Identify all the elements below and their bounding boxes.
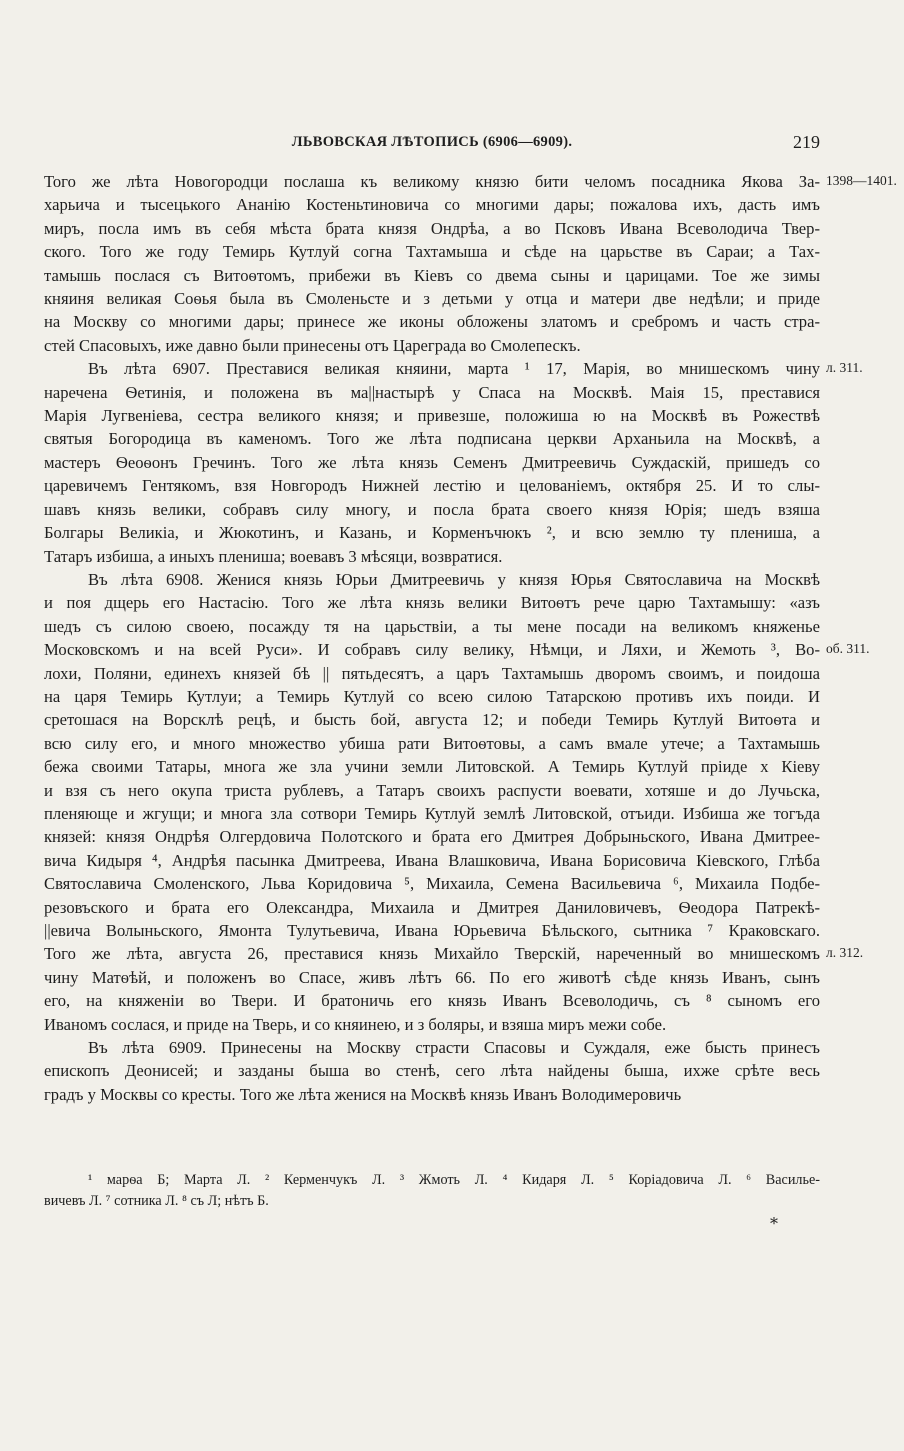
text-line: Московскомъ и на всей Руси». И собравъ силу велику, Нѣмци, и Ляхи, и Жемоть ³, Во- xyxy=(44,640,820,660)
text-line: резовъского и брата его Олександра, Михаила и Дмитрея Даниловичевъ, Ѳеодора Патрекѣ- xyxy=(44,897,820,917)
page-number: 219 xyxy=(793,132,820,152)
printer-mark: * xyxy=(770,1214,778,1233)
text-line: Въ лѣта 6907. Преставися великая княини, марта ¹ 17, Марія, во мнишескомъ чину xyxy=(88,359,820,379)
margin-note: 1398—1401. xyxy=(826,173,897,188)
text-line: чину Матѳѣй, и положенъ во Спасе, живъ лѣтъ 66. По его животѣ сѣде князь Иванъ, сынъ xyxy=(44,967,820,987)
text-line: и поя дщерь его Настасію. Того же лѣта князь велики Витоѳтъ рече царю Тахтамышу: «азъ xyxy=(44,593,820,613)
margin-note: об. 311. xyxy=(826,641,870,656)
chronicle-text xyxy=(44,170,820,1106)
text-line: градъ у Москвы со кресты. Того же лѣта женися на Москвѣ князь Иванъ Володимеровичь xyxy=(44,1084,682,1104)
text-line: бежа своими Татары, многа же зла учини земли Литовской. А Темирь Кутлуй пріиде х Кіеву xyxy=(44,757,820,777)
text-line: Болгары Великіа, и Жюкотинъ, и Казань, и Корменъчюкъ ², и всю землю ту плениша, а xyxy=(44,523,820,543)
text-line: Того же лѣта Новогородци послаша къ великому князю бити челомъ посадника Якова За- xyxy=(44,172,820,191)
text-line: харьича и тысецького Ананію Костеньтиновича со многими дары; пожалова ихъ, дасть имъ xyxy=(44,195,820,215)
text-line: всю силу его, и много множество убиша рати Витоѳтовы, а самъ вмале утече; а Тахтамышь xyxy=(44,733,820,753)
text-line: стей Спасовыхъ, иже давно были принесены отъ Цареграда во Смолепескъ. xyxy=(44,335,581,355)
text-line: наречена Ѳетинія, и положена въ ма||настырѣ у Спаса на Москвѣ. Маія 15, преставися xyxy=(44,382,820,402)
text-line: на Москву со многими дары; принесе же иконы обложены златомъ и сребромъ и часть стра- xyxy=(44,312,820,332)
text-line: тамышь послася съ Витоѳтомъ, прибежи въ Кіевъ со двема сыны и царицами. Тое же зимы xyxy=(44,265,820,285)
text-line: вича Кидыря ⁴, Андрѣя пасынка Дмитреева, Ивана Влашковича, Ивана Борисовича Кіевского, Глѣба xyxy=(44,850,820,870)
text-line: лохи, Поляни, единехъ князей бѣ || пятьдесятъ, а царъ Тахтамышь дворомъ своимъ, и поидоша xyxy=(44,663,820,683)
text-line: ского. Того же году Темирь Кутлуй согна Тахтамыша и сѣде на царьстве въ Сараи; а Тах- xyxy=(44,242,820,262)
text-line: на царя Темирь Кутлуи; а Темирь Кутлуй со всею силою Татарскою противъ ихъ поиди. И xyxy=(44,686,820,706)
text-line: епископъ Деонисей; и зазданы быша во стенѣ, сего лѣта найдены быша, ихже срѣте весь xyxy=(44,1061,820,1081)
text-line: княиня великая Соѳья была въ Смоленьсте и з детьми у отца и матери две недѣли; и приде xyxy=(44,289,820,309)
text-line: пленяюще и жгущи; и многа зла сотвори Темирь Кутлуй землѣ Литовской, отъиди. Избиша же тогъда xyxy=(44,803,820,823)
text-line: святыя Богородица въ каменомъ. Того же лѣта подписана церкви Арханьила на Москвѣ, а xyxy=(44,429,820,449)
text-line: Того же лѣта, августа 26, преставися князь Михайло Тверскій, нареченный во мнишескомъ xyxy=(44,944,820,964)
text-line: Татаръ избиша, а иныхъ плениша; воевавъ 3 мѣсяци, возвратися. xyxy=(44,546,503,566)
text-line: ||евича Волыньского, Ямонта Тулутьевича, Ивана Юрьевича Бѣльского, сытника ⁷ Краковскаго. xyxy=(44,921,820,940)
footnote-line: вичевъ Л. ⁷ сотника Л. ⁸ съ Л; нѣтъ Б. xyxy=(44,1193,269,1209)
text-line: Въ лѣта 6908. Женися князь Юрьи Дмитреевичь у князя Юрья Святославича на Москвѣ xyxy=(88,569,820,589)
footnote-line: ¹ марѳа Б; Марта Л. ² Керменчукъ Л. ³ Жмоть Л. ⁴ Кидаря Л. ⁵ Коріадовича Л. ⁶ Василье- xyxy=(88,1172,820,1188)
text-line: Въ лѣта 6909. Принесены на Москву страсти Спасовы и Суждаля, еже бысть принесъ xyxy=(88,1038,820,1058)
text-line: шавъ князь велики, собравъ силу многу, и посла брата своего князя Юрія; шедъ взяша xyxy=(44,499,820,519)
text-line: и взя съ него окупа триста рублевъ, а Татаръ своихъ распусти воевати, хотяше и до Лучьска, xyxy=(44,780,820,800)
text-line: князей: князя Ондрѣя Олгердовича Полотского и брата его Дмитрея Добрыньского, Ивана Дмитрее- xyxy=(44,827,820,847)
margin-note: л. 311. xyxy=(826,360,863,376)
text-line: сретошася на Ворсклѣ рецѣ, и бысть бой, августа 12; и победи Темирь Кутлуй Витоѳта и xyxy=(44,710,820,730)
text-line: мастеръ Ѳеоѳонъ Гречинъ. Того же лѣта князь Семенъ Дмитреевичь Суждаскій, пришедъ со xyxy=(44,452,820,472)
margin-note: л. 312. xyxy=(826,945,864,961)
footnotes xyxy=(44,1170,820,1212)
text-line: Святославича Смоленского, Льва Коридовича ⁵, Михаила, Семена Васильевича ⁶, Михаила Подбе- xyxy=(44,874,820,894)
text-line: Иваномъ сослася, и приде на Тверь, и со княинею, и з боляры, и взяша миръ межи собе. xyxy=(44,1014,667,1034)
text-line: миръ, посла имъ въ себя мѣста брата князя Ондрѣа, а во Псковъ Ивана Всеволодича Твер- xyxy=(44,218,820,238)
running-title: ЛЬВОВСКАЯ ЛѢТОПИСЬ (6906—6909). xyxy=(291,134,573,150)
text-line: шедъ съ силою своею, посажду тя на царьствіи, а ты мене посади на великомъ княженье xyxy=(44,616,820,636)
text-line: его, на княженіи во Твери. И братоничь его князь Иванъ Всеволодичь, съ ⁸ сыномъ его xyxy=(44,991,820,1011)
text-line: царевичемъ Гентякомъ, взя Новгородъ Нижней лестію и целованіемъ, октября 25. И то слы- xyxy=(44,476,820,496)
page-header xyxy=(44,134,820,156)
text-line: Марія Лугвеніева, сестра великого князя; и привезше, положиша ю на Москвѣ въ Рожествѣ xyxy=(44,406,820,426)
